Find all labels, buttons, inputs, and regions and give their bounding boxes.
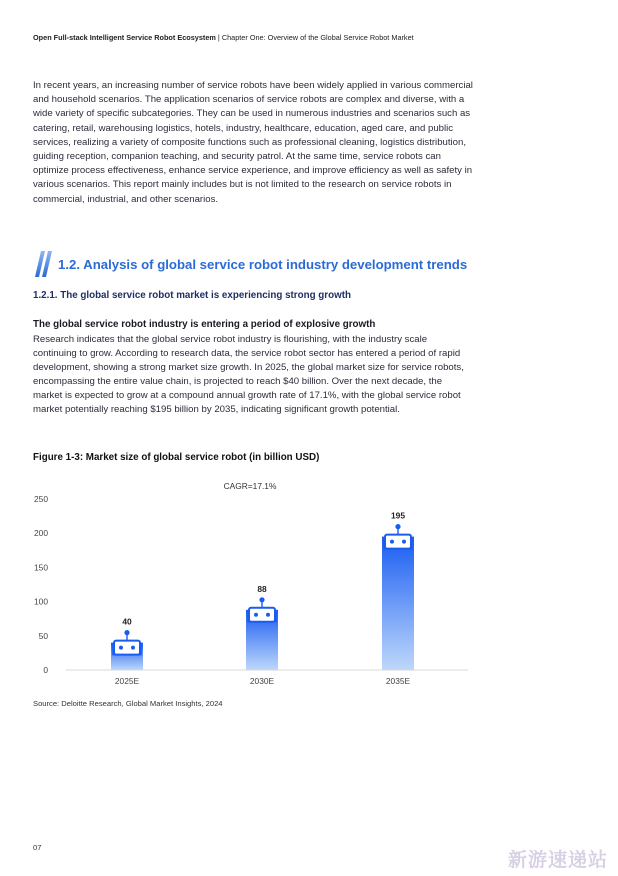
bar-chart [0, 470, 618, 695]
figure-source: Source: Deloitte Research, Global Market Insights, 2024 [33, 699, 223, 708]
header-doc-title: Open Full-stack Intelligent Service Robot Ecosystem [33, 33, 216, 42]
section-title: 1.2. Analysis of global service robot industry development trends [58, 256, 468, 272]
subsection-title: 1.2.1. The global service robot market is experiencing strong growth [33, 290, 351, 301]
cagr-annotation: CAGR=17.1% [223, 481, 277, 491]
robot-eye-left [119, 646, 123, 650]
y-tick-label: 150 [34, 562, 48, 573]
y-tick-label: 250 [34, 494, 48, 504]
y-tick-label: 50 [38, 630, 48, 641]
slash-bars-icon [34, 250, 54, 278]
running-header [33, 33, 414, 42]
y-tick-label: 100 [34, 596, 48, 607]
robot-eye-left [254, 613, 258, 617]
header-chapter: Chapter One: Overview of the Global Service Robot Market [221, 33, 414, 42]
robot-antenna-tip [124, 630, 129, 635]
y-tick-label: 0 [43, 665, 48, 675]
robot-eye-left [390, 540, 394, 544]
x-tick-label: 2035E [385, 676, 411, 686]
robot-head [249, 608, 275, 622]
section-heading [34, 250, 467, 278]
bar-value-label: 40 [122, 616, 132, 627]
x-tick-label: 2025E [114, 676, 140, 686]
figure-title: Figure 1-3: Market size of global service robot (in billion USD) [33, 452, 320, 463]
robot-head [114, 641, 140, 655]
y-tick-label: 200 [34, 528, 48, 539]
bar [382, 537, 414, 670]
robot-head [385, 535, 411, 549]
header-separator: | [215, 33, 222, 42]
body-paragraph: Research indicates that the global service robot industry is flourishing, with the industry scale continuing to grow. According to research data, the service robot sector has entered a period of rapid development, showing a strong market size growth. In 2025, the global market size for service robots, encompassing the entire value chain, is projected to reach $40 billion. Over the next decade, the market is expected to grow at a compound annual growth rate of 17.1%, with the global service robot market potentially reaching $195 billion by 2035, indicating significant growth potential. [33, 334, 464, 416]
bar-value-label: 88 [257, 583, 267, 594]
robot-eye-right [266, 613, 270, 617]
robot-antenna-tip [259, 597, 264, 602]
paragraph-heading: The global service robot industry is entering a period of explosive growth [33, 319, 376, 330]
page-number: 07 [33, 843, 42, 852]
watermark: 新游速递站 [508, 850, 609, 871]
x-tick-label: 2030E [249, 676, 275, 686]
intro-paragraph: In recent years, an increasing number of service robots have been widely applied in various commercial and household scenarios. The application scenarios of service robots are complex and diverse, with a wide variety of specific subcategories. They can be used in numerous industries and scenarios such as catering, retail, warehousing logistics, hotels, industry, healthcare, education, aged care, and public services, realizing a variety of composite functions such as professional cleaning, logistics distribution, guiding reception, companion teaching, and security patrol. At the same time, service robots can optimize process effectiveness, enhance service experience, and improve efficiency as well as safety in various scenarios. This report mainly includes but is not limited to the research on service robots in commercial, industrial, and other scenarios. [33, 80, 473, 205]
robot-eye-right [402, 540, 406, 544]
robot-eye-right [131, 646, 135, 650]
robot-antenna-tip [395, 524, 400, 529]
bar-value-label: 195 [391, 510, 405, 521]
